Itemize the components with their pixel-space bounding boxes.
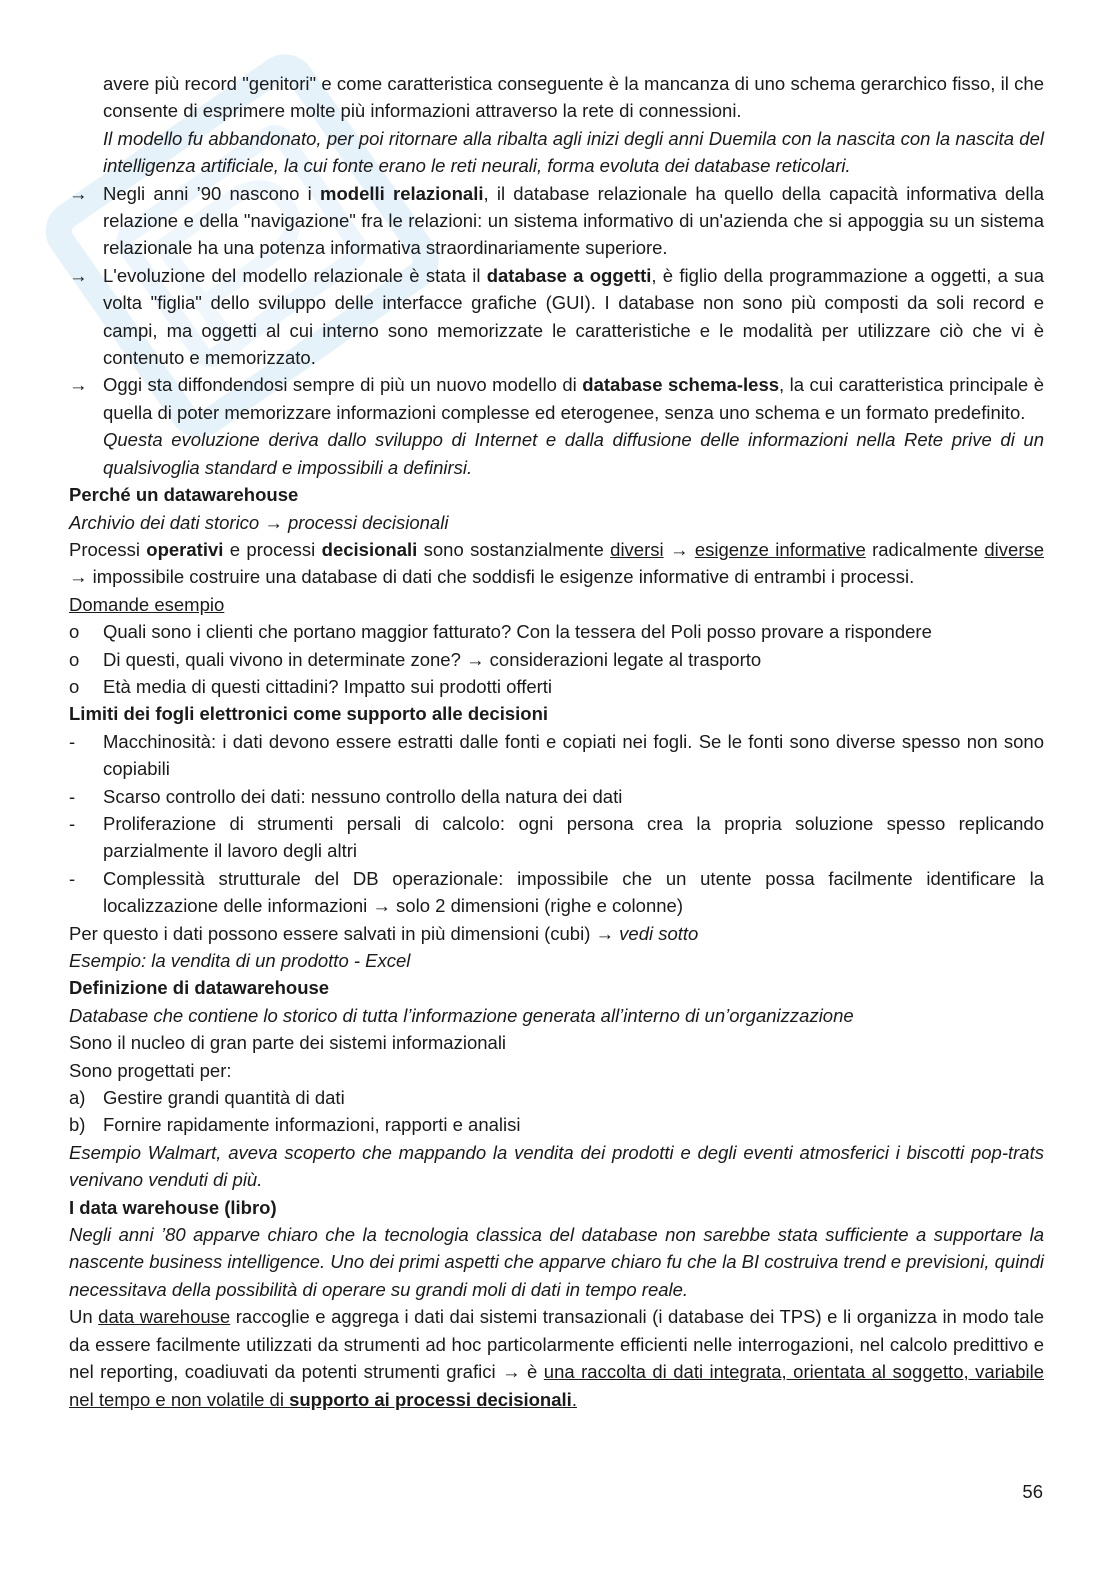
limit-item: - Complessità strutturale del DB operazionale: impossibile che un utente possa facilmente identificare la localizzazione delle informazioni → solo 2 dimensioni (righe e colonne) <box>69 865 1044 920</box>
example-walmart: Esempio Walmart, aveva scoperto che mappando la vendita dei prodotti e degli eventi atmosferici i biscotti pop-trats venivano venduti di più. <box>69 1141 1044 1191</box>
dash-bullet-icon: - <box>69 785 76 807</box>
heading-limits: Limiti dei fogli elettronici come supporto alle decisioni <box>69 703 549 725</box>
intro-continuation: avere più record "genitori" e come caratteristica conseguente è la mancanza di uno schema gerarchico fisso, il che consente di esprimere molte più informazioni attraverso la rete di connessioni. <box>103 73 1044 122</box>
circle-bullet-icon: o <box>69 675 80 697</box>
arrow-icon: → <box>372 895 391 917</box>
arrow-icon: → <box>69 374 88 396</box>
bold-term: modelli relazionali <box>320 182 484 204</box>
page-number: 56 <box>1022 1481 1043 1502</box>
bold-term: database schema-less <box>582 374 780 396</box>
limit-item: - Scarso controllo dei dati: nessuno controllo della natura dei dati <box>69 783 1044 810</box>
letter-marker: a) <box>69 1087 86 1109</box>
arrow-icon: → <box>264 511 283 533</box>
paragraph-dimensions: Per questo i dati possono essere salvati in più dimensioni (cubi) → vedi sotto <box>69 922 699 944</box>
circle-bullet-icon: o <box>69 648 80 670</box>
question-item: o Di questi, quali vivono in determinate zone? → considerazioni legate al trasporto <box>69 646 1044 673</box>
definition-line: Sono il nucleo di gran parte dei sistemi informazionali <box>69 1032 507 1054</box>
arrow-icon: → <box>69 264 88 286</box>
example-excel: Esempio: la vendita di un prodotto - Excel <box>69 950 411 971</box>
question-item: o Quali sono i clienti che portano maggior fatturato? Con la tessera del Poli posso provare a rispondere <box>69 618 1044 645</box>
arrow-icon: → <box>69 182 88 204</box>
dash-bullet-icon: - <box>69 867 76 889</box>
limit-item: - Macchinosità: i dati devono essere estratti dalle fonti e copiati nei fogli. Se le fonti sono diverse spesso non sono copiabili <box>69 728 1044 783</box>
arrow-bullet-objects: → L'evoluzione del modello relazionale è stata il database a oggetti, è figlio della programmazione a oggetti, a sua volta "figlia" dello sviluppo delle interfacce grafiche (GUI). I database non sono più composti da soli record e campi, ma oggetti al cui interno sono memorizzate le caratteristiche e le modalità per utilizzare ciò che vi è contenuto e memorizzato. <box>69 262 1044 372</box>
examples-title: Domande esempio <box>69 593 225 615</box>
arrow-icon: → <box>502 1361 521 1383</box>
definition-text: Database che contiene lo storico di tutta l’informazione generata all’interno di un’organizzazione <box>69 1004 854 1026</box>
letter-item: a) Gestire grandi quantità di dati <box>69 1084 1044 1111</box>
letter-marker: b) <box>69 1114 86 1136</box>
definition-line: Sono progettati per: <box>69 1059 232 1081</box>
heading-book: I data warehouse (libro) <box>69 1196 277 1218</box>
arrow-bullet-relational: → Negli anni ’90 nascono i modelli relazionali, il database relazionale ha quello della capacità informativa della relazione e della "navigazione" fra le relazioni: un sistema informativo di un'azienda che si appoggia su un sistema relazionale ha una potenza informativa straordinariamente superiore. <box>69 180 1044 262</box>
arrow-icon: → <box>595 922 615 944</box>
letter-item: b) Fornire rapidamente informazioni, rapporti e analisi <box>69 1111 1044 1138</box>
dash-bullet-icon: - <box>69 730 76 752</box>
document-page <box>69 70 1044 1413</box>
book-paragraph: Un data warehouse raccoglie e aggrega i dati dai sistemi transazionali (i database dei TPS) e li organizza in modo tale da essere facilmente utilizzati da strumenti ad hoc particolarmente efficienti nelle interrogazioni, nel calcolo predittivo e nel reporting, coadiuvati da potenti strumenti grafici → è una raccolta di dati integrata, orientata al soggetto, variabile nel tempo e non volatile di supporto ai processi decisionali. <box>69 1306 1044 1410</box>
book-italic-paragraph: Negli anni ’80 apparve chiaro che la tecnologia classica del database non sarebbe stata sufficiente a supportare la nascente business intelligence. Uno dei primi aspetti che apparve chiaro fu che la BI costruiva trend e previsioni, quindi necessitava della possibilità di operare su grandi moli di dati in tempo reale. <box>69 1224 1044 1300</box>
arrow-icon: → <box>69 566 88 588</box>
heading-definition: Definizione di datawarehouse <box>69 977 330 999</box>
circle-bullet-icon: o <box>69 621 80 643</box>
heading-datawarehouse: Perché un datawarehouse <box>69 484 299 506</box>
limit-item: - Proliferazione di strumenti persali di calcolo: ogni persona crea la propria soluzione spesso replicando parzialmente il lavoro degli altri <box>69 810 1044 865</box>
arrow-bullet-schemaless: → Oggi sta diffondendosi sempre di più un nuovo modello di database schema-less, la cui caratteristica principale è quella di poter memorizzare informazioni complesse ed eterogenee, senza uno schema e un formato predefinito. Questa evoluzione deriva dallo sviluppo di Internet e dalla diffusione delle informazioni nella Rete prive di un qualsivoglia standard e impossibili a definirsi. <box>69 371 1044 481</box>
dash-bullet-icon: - <box>69 812 76 834</box>
subtitle-archive: Archivio dei dati storico → processi decisionali <box>69 511 449 533</box>
bold-term: database a oggetti <box>486 264 652 286</box>
arrow-icon: → <box>669 538 689 560</box>
question-item: o Età media di questi cittadini? Impatto sui prodotti offerti <box>69 673 1044 700</box>
arrow-icon: → <box>466 648 485 670</box>
bullet-note: Questa evoluzione deriva dallo sviluppo di Internet e dalla diffusione delle informazioni nella Rete prive di un qualsivoglia standard e impossibili a definirsi. <box>103 429 1044 478</box>
paragraph-processes: Processi operativi e processi decisionali sono sostanzialmente diversi → esigenze informative radicalmente diverse → impossibile costruire una database di dati che soddisfi le esigenze informative di entrambi i processi. <box>69 538 1045 588</box>
intro-note: Il modello fu abbandonato, per poi ritornare alla ribalta agli inizi degli anni Duemila con la nascita con la nascita del intelligenza artificiale, la cui fonte erano le reti neurali, forma evoluta dei database reticolari. <box>103 127 1044 177</box>
